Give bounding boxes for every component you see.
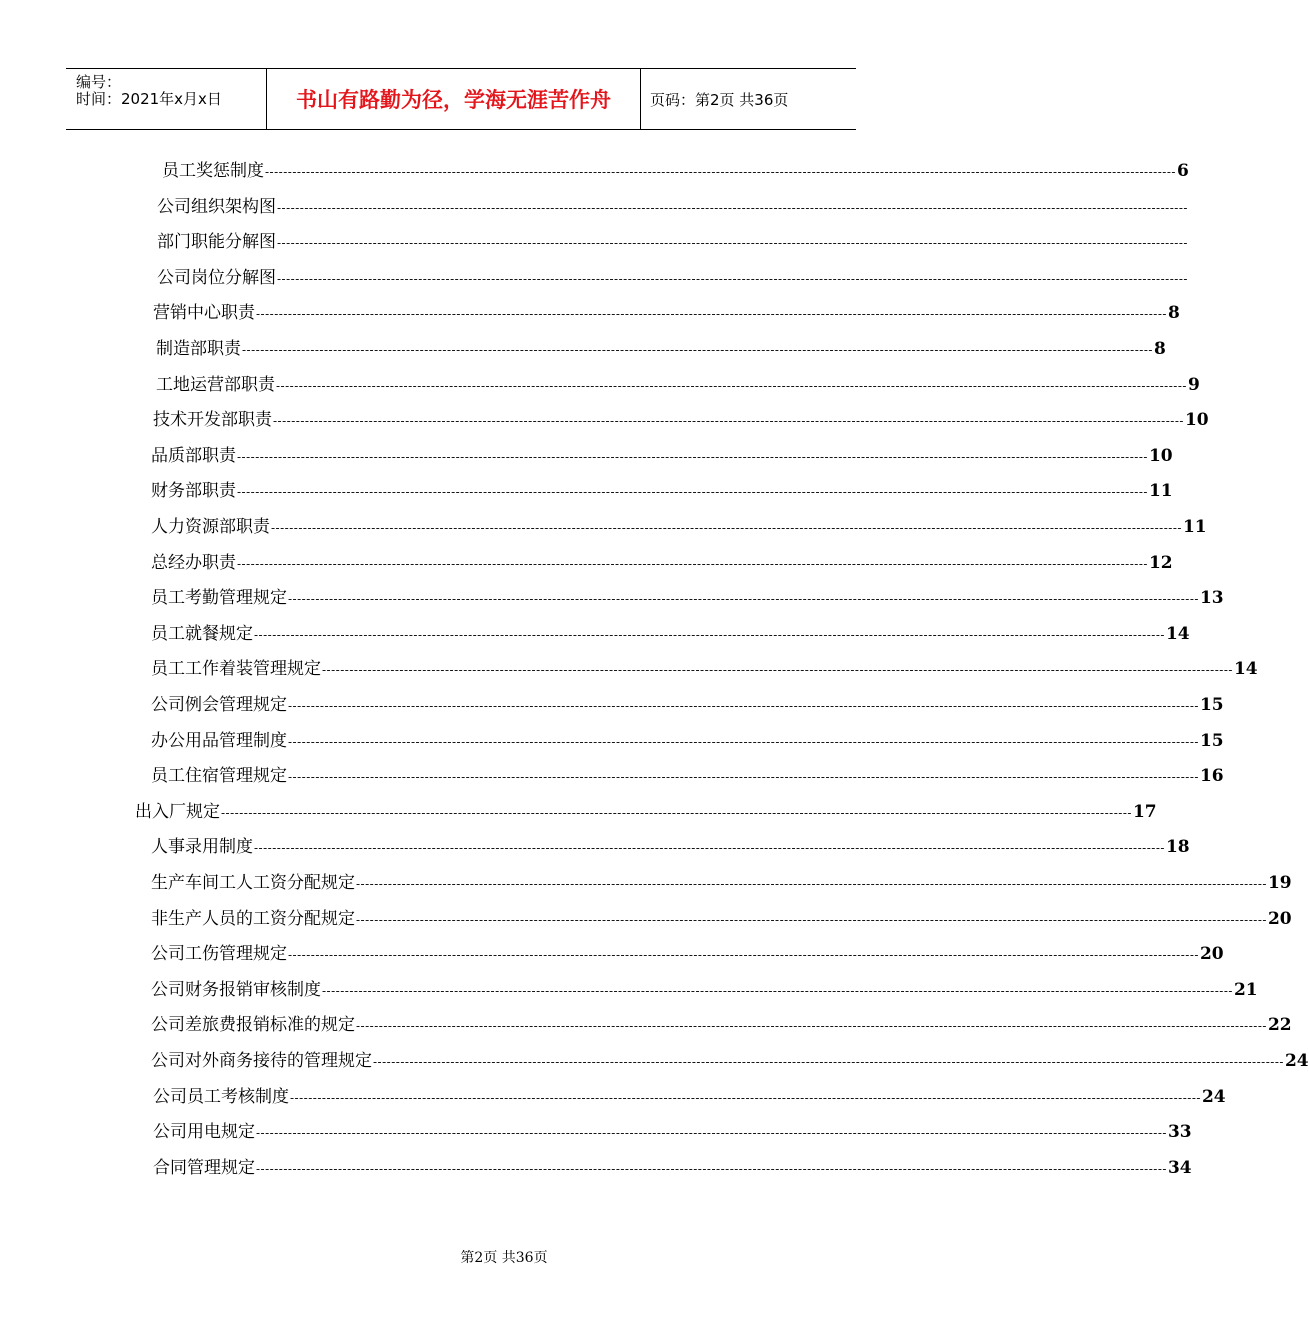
toc-entry[interactable] [157, 192, 1188, 217]
toc-entry-title: 品质部职责 [151, 445, 236, 466]
toc-leader-dashes: -------------------------------------------------------------------------------------------------------------------------------------------------------------------------------------------------------- [221, 805, 1132, 820]
doc-number-label: 编号： [76, 73, 122, 91]
toc-entry-title: 公司差旅费报销标准的规定 [151, 1015, 355, 1036]
toc-entry-title: 员工考勤管理规定 [151, 588, 287, 609]
toc-entry-title: 制造部职责 [156, 339, 241, 359]
toc-entry-title: 公司组织架构图 [157, 196, 276, 217]
toc-leader-dashes: -------------------------------------------------------------------------------------------------------------------------------------------------------------------------------------------------------- [256, 1161, 1167, 1176]
toc-entry-page: 11 [1182, 517, 1207, 537]
toc-leader-dashes: -------------------------------------------------------------------------------------------------------------------------------------------------------------------------------------------------------- [276, 378, 1187, 393]
toc-leader-dashes: -------------------------------------------------------------------------------------------------------------------------------------------------------------------------------------------------------- [322, 983, 1233, 998]
toc-entry-title: 公司用电规定 [153, 1122, 255, 1143]
page-header [66, 68, 856, 130]
toc-entry[interactable] [151, 619, 1190, 644]
toc-entry[interactable] [153, 1082, 1226, 1107]
header-motto: 书山有路勤为径，学海无涯苦作舟 [267, 69, 641, 129]
toc-entry-title: 生产车间工人工资分配规定 [151, 873, 355, 893]
toc-entry-page: 15 [1199, 695, 1224, 715]
toc-leader-dashes: -------------------------------------------------------------------------------------------------------------------------------------------------------------------------------------------------------- [288, 770, 1199, 785]
toc-entry[interactable] [135, 797, 1157, 822]
toc-entry[interactable] [151, 761, 1224, 787]
toc-entry-page: 8 [1167, 303, 1180, 324]
toc-entry[interactable] [151, 832, 1190, 858]
toc-entry-title: 部门职能分解图 [157, 232, 276, 253]
toc-leader-dashes: -------------------------------------------------------------------------------------------------------------------------------------------------------------------------------------------------------- [290, 1090, 1201, 1105]
toc-leader-dashes: -------------------------------------------------------------------------------------------------------------------------------------------------------------------------------------------------------- [373, 1055, 1284, 1069]
toc-entry-page: 9 [1187, 374, 1200, 395]
toc-entry-title: 公司工伤管理规定 [151, 944, 287, 965]
toc-leader-dashes: -------------------------------------------------------------------------------------------------------------------------------------------------------------------------------------------------------- [356, 1019, 1267, 1034]
toc-entry[interactable] [151, 904, 1292, 929]
toc-entry-title: 人力资源部职责 [151, 517, 270, 537]
toc-entry-page: 14 [1233, 659, 1258, 680]
toc-leader-dashes: -------------------------------------------------------------------------------------------------------------------------------------------------------------------------------------------------------- [288, 734, 1199, 749]
toc-leader-dashes: -------------------------------------------------------------------------------------------------------------------------------------------------------------------------------------------------------- [356, 912, 1267, 927]
toc-entry-page: 34 [1167, 1157, 1192, 1178]
toc-entry[interactable] [156, 370, 1200, 395]
toc-leader-dashes: -------------------------------------------------------------------------------------------------------------------------------------------------------------------------------------------------------- [271, 521, 1182, 535]
toc-entry[interactable] [157, 227, 1188, 253]
toc-entry-page: 19 [1267, 873, 1292, 893]
toc-entry-page: 20 [1199, 944, 1224, 965]
doc-time-label: 时间：2021年x月x日 [76, 90, 222, 108]
toc-entry-title: 营销中心职责 [153, 303, 255, 324]
header-left-cell [66, 69, 267, 129]
toc-entry[interactable] [151, 726, 1224, 751]
toc-entry[interactable] [151, 583, 1224, 609]
toc-entry-page: 24 [1284, 1051, 1309, 1071]
toc-entry[interactable] [151, 1010, 1292, 1036]
toc-entry-title: 合同管理规定 [153, 1157, 255, 1178]
toc-entry-page: 15 [1199, 730, 1224, 751]
toc-entry-page: 16 [1199, 766, 1224, 787]
toc-leader-dashes: -------------------------------------------------------------------------------------------------------------------------------------------------------------------------------------------------------- [288, 699, 1199, 713]
toc-entry[interactable] [151, 441, 1173, 466]
toc-entry-page: 33 [1167, 1122, 1192, 1143]
toc-leader-dashes: -------------------------------------------------------------------------------------------------------------------------------------------------------------------------------------------------------- [265, 165, 1176, 179]
toc-entry-page: 24 [1201, 1086, 1226, 1107]
toc-entry-title: 办公用品管理制度 [151, 730, 287, 751]
toc-entry-page: 17 [1132, 801, 1157, 822]
toc-entry-title: 出入厂规定 [135, 801, 220, 822]
toc-entry[interactable] [151, 975, 1258, 1000]
toc-entry[interactable] [153, 1153, 1192, 1178]
toc-leader-dashes: -------------------------------------------------------------------------------------------------------------------------------------------------------------------------------------------------------- [237, 556, 1148, 571]
toc-entry-title: 员工工作着装管理规定 [151, 659, 321, 680]
toc-entry-page: 12 [1148, 552, 1173, 573]
toc-entry-title: 公司例会管理规定 [151, 695, 287, 715]
toc-entry-page: 8 [1153, 339, 1166, 359]
toc-leader-dashes: -------------------------------------------------------------------------------------------------------------------------------------------------------------------------------------------------------- [237, 485, 1148, 500]
toc-entry-page: 11 [1148, 481, 1173, 502]
toc-leader-dashes: -------------------------------------------------------------------------------------------------------------------------------------------------------------------------------------------------------- [322, 663, 1233, 678]
page-footer: 第2页 共36页 [460, 1250, 548, 1266]
toc-entry[interactable] [151, 868, 1292, 893]
toc-leader-dashes: -------------------------------------------------------------------------------------------------------------------------------------------------------------------------------------------------------- [288, 948, 1199, 963]
toc-leader-dashes: -------------------------------------------------------------------------------------------------------------------------------------------------------------------------------------------------------- [242, 343, 1153, 357]
toc-entry-title: 公司对外商务接待的管理规定 [151, 1051, 372, 1071]
toc-entry-page: 10 [1184, 410, 1209, 431]
toc-entry-title: 公司岗位分解图 [157, 267, 276, 288]
toc-entry-title: 技术开发部职责 [153, 410, 272, 431]
toc-entry[interactable] [153, 1117, 1192, 1143]
toc-leader-dashes: -------------------------------------------------------------------------------------------------------------------------------------------------------------------------------------------------------- [356, 877, 1267, 891]
toc-entry-page: 21 [1233, 979, 1258, 1000]
toc-entry[interactable] [153, 298, 1180, 324]
toc-leader-dashes: -------------------------------------------------------------------------------------------------------------------------------------------------------------------------------------------------------- [254, 841, 1165, 856]
toc-leader-dashes: -------------------------------------------------------------------------------------------------------------------------------------------------------------------------------------------------------- [254, 627, 1165, 642]
toc-entry-page: 14 [1165, 623, 1190, 644]
toc-entry-title: 公司员工考核制度 [153, 1086, 289, 1107]
toc-entry[interactable] [151, 690, 1224, 715]
toc-entry-title: 非生产人员的工资分配规定 [151, 908, 355, 929]
header-page-label: 页码：第2页 共36页 [650, 90, 789, 109]
toc-entry[interactable] [157, 263, 1188, 288]
toc-entry-page: 18 [1165, 837, 1190, 858]
toc-entry[interactable] [151, 654, 1258, 680]
toc-entry-page: 20 [1267, 908, 1292, 929]
toc-entry-page: 13 [1199, 588, 1224, 609]
toc-entry-title: 总经办职责 [151, 552, 236, 573]
toc-entry-title: 财务部职责 [151, 481, 236, 502]
toc-entry-page: 10 [1148, 445, 1173, 466]
toc-leader-dashes: -------------------------------------------------------------------------------------------------------------------------------------------------------------------------------------------------------- [288, 592, 1199, 607]
toc-leader-dashes: -------------------------------------------------------------------------------------------------------------------------------------------------------------------------------------------------------- [273, 414, 1184, 429]
toc-entry[interactable] [162, 156, 1189, 181]
toc-entry[interactable] [151, 939, 1224, 965]
toc-entry-title: 员工就餐规定 [151, 623, 253, 644]
toc-entry[interactable] [151, 512, 1207, 537]
toc-entry-page: 22 [1267, 1015, 1292, 1036]
toc-entry[interactable] [156, 334, 1166, 359]
toc-entry-title: 工地运营部职责 [156, 374, 275, 395]
toc-leader-dashes: -------------------------------------------------------------------------------------------------------------------------------------------------------------------------------------------------------- [277, 236, 1188, 251]
toc-leader-dashes: -------------------------------------------------------------------------------------------------------------------------------------------------------------------------------------------------------- [277, 271, 1188, 286]
toc-leader-dashes: -------------------------------------------------------------------------------------------------------------------------------------------------------------------------------------------------------- [237, 449, 1148, 464]
toc-leader-dashes: -------------------------------------------------------------------------------------------------------------------------------------------------------------------------------------------------------- [277, 200, 1188, 215]
toc-leader-dashes: -------------------------------------------------------------------------------------------------------------------------------------------------------------------------------------------------------- [256, 1126, 1167, 1141]
toc-entry[interactable] [151, 476, 1173, 502]
toc-entry[interactable] [153, 405, 1209, 431]
toc-entry-page: 6 [1176, 161, 1189, 181]
toc-entry-title: 人事录用制度 [151, 837, 253, 858]
toc-entry-title: 公司财务报销审核制度 [151, 979, 321, 1000]
toc-entry[interactable] [151, 1046, 1309, 1071]
toc-leader-dashes: -------------------------------------------------------------------------------------------------------------------------------------------------------------------------------------------------------- [256, 307, 1167, 322]
toc-entry-title: 员工奖惩制度 [162, 161, 264, 181]
toc-entry-title: 员工住宿管理规定 [151, 766, 287, 787]
toc-entry[interactable] [151, 548, 1173, 573]
